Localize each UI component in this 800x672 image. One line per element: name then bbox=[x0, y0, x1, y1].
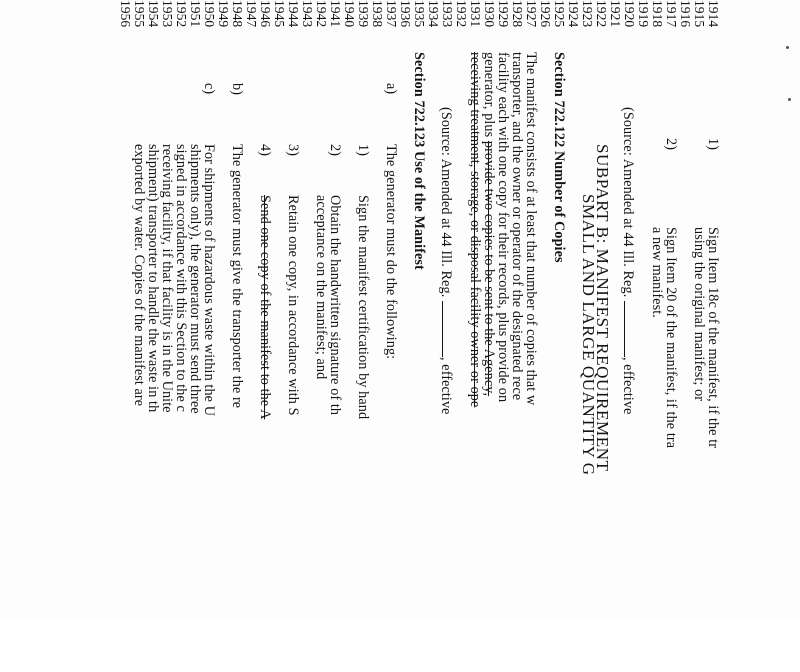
line-number: 1919 bbox=[636, 0, 651, 28]
item-marker: 1) bbox=[705, 138, 721, 151]
item-marker: c) bbox=[201, 83, 217, 95]
source-note bbox=[439, 107, 454, 415]
item-marker: 3) bbox=[285, 144, 301, 157]
line-number: 1937 bbox=[384, 0, 399, 28]
text-line: exported by water. Copies of the manifest are bbox=[131, 144, 147, 407]
line-number: 1924 bbox=[566, 0, 581, 28]
line-number: 1923 bbox=[580, 0, 595, 28]
line-number: 1954 bbox=[146, 0, 161, 28]
text-line: acceptance on the manifest; and bbox=[313, 195, 329, 380]
line-number: 1948 bbox=[230, 0, 245, 28]
line-number: 1947 bbox=[244, 0, 259, 28]
text-line: transporter, and the owner or operator of the designated rece bbox=[509, 52, 525, 401]
line-number: 1915 bbox=[692, 0, 707, 28]
source-note bbox=[621, 107, 636, 415]
subpart-heading-line-2: SMALL AND LARGE QUANTITY G bbox=[579, 194, 598, 476]
line-number: 1944 bbox=[286, 0, 301, 28]
line-number: 1950 bbox=[202, 0, 217, 28]
struck-text: provide two copies to be sent to the Agency, bbox=[481, 140, 497, 397]
item-marker: a) bbox=[383, 83, 399, 95]
text-line: a new manifest. bbox=[649, 227, 665, 318]
line-number: 1922 bbox=[594, 0, 609, 28]
line-number: 1952 bbox=[174, 0, 189, 28]
line-number: 1955 bbox=[132, 0, 147, 28]
line-number: 1931 bbox=[468, 0, 483, 28]
line-number: 1929 bbox=[496, 0, 511, 28]
date-blank bbox=[624, 301, 636, 357]
date-blank bbox=[442, 301, 454, 357]
scan-speck bbox=[786, 46, 789, 49]
line-number: 1942 bbox=[314, 0, 329, 28]
line-number: 1917 bbox=[664, 0, 679, 28]
struck-text-line: receiving treatment, storage, or disposal facility owner or ope bbox=[467, 52, 483, 408]
item-marker: 2) bbox=[663, 138, 679, 151]
text-line: Retain one copy, in accordance with S bbox=[285, 195, 301, 416]
text-segment: generator, plus bbox=[481, 52, 497, 141]
line-number: 1940 bbox=[342, 0, 357, 28]
text-line: For shipments of hazardous waste within the U bbox=[201, 144, 217, 417]
line-number: 1928 bbox=[510, 0, 525, 28]
text-line: signed in accordance with this Section to the c bbox=[173, 144, 189, 412]
source-note-effective: , effective bbox=[438, 357, 454, 415]
line-number: 1925 bbox=[552, 0, 567, 28]
line-number: 1941 bbox=[328, 0, 343, 28]
line-number: 1935 bbox=[412, 0, 427, 28]
text-line: shipments only), the generator must send three bbox=[187, 144, 203, 414]
text-line: Sign Item 20 of the manifest, if the tra bbox=[663, 227, 679, 449]
line-number: 1918 bbox=[650, 0, 665, 28]
item-marker: 4) bbox=[257, 144, 273, 157]
struck-text-line: Send one copy of the manifest to the A bbox=[257, 195, 273, 420]
text-line: The generator must do the following: bbox=[383, 144, 399, 360]
line-number: 1933 bbox=[440, 0, 455, 28]
text-line: shipment) transporter to handle the waste in th bbox=[145, 144, 161, 413]
section-heading: Section 722.122 Number of Copies bbox=[551, 52, 567, 263]
line-number: 1934 bbox=[426, 0, 441, 28]
text-line: Sign the manifest certification by hand bbox=[355, 195, 371, 420]
scan-speck bbox=[788, 98, 791, 101]
section-heading: Section 722.123 Use of the Manifest bbox=[411, 52, 427, 270]
item-marker: 2) bbox=[327, 144, 343, 157]
source-note-effective: , effective bbox=[620, 357, 636, 415]
line-number: 1946 bbox=[258, 0, 273, 28]
line-number: 1936 bbox=[398, 0, 413, 28]
text-line: Obtain the handwritten signature of th bbox=[327, 195, 343, 416]
text-line: The generator must give the transporter the re bbox=[229, 144, 245, 409]
line-number: 1916 bbox=[678, 0, 693, 28]
line-number: 1939 bbox=[356, 0, 371, 28]
text-line: The manifest consists of at least that number of copies that w bbox=[523, 52, 539, 406]
line-number: 1945 bbox=[272, 0, 287, 28]
line-number: 1932 bbox=[454, 0, 469, 28]
subpart-heading-line-1: SUBPART B: MANIFEST REQUIREMENT bbox=[593, 144, 612, 472]
line-number: 1956 bbox=[118, 0, 133, 28]
source-note-text: (Source: Amended at 44 Ill. Reg. bbox=[438, 107, 454, 298]
line-number: 1921 bbox=[608, 0, 623, 28]
line-number: 1914 bbox=[706, 0, 721, 28]
text-line: using the original manifest; or bbox=[691, 227, 707, 402]
line-number: 1926 bbox=[538, 0, 553, 28]
line-number: 1949 bbox=[216, 0, 231, 28]
line-number: 1930 bbox=[482, 0, 497, 28]
line-number: 1927 bbox=[524, 0, 539, 28]
line-number: 1953 bbox=[160, 0, 175, 28]
text-line: facility each with one copy for their records, plus provide on bbox=[495, 52, 511, 403]
item-marker: 1) bbox=[355, 144, 371, 157]
line-number: 1920 bbox=[622, 0, 637, 28]
line-number: 1943 bbox=[300, 0, 315, 28]
source-note-text: (Source: Amended at 44 Ill. Reg. bbox=[620, 107, 636, 298]
text-line: receiving facility, if that facility is in the Unite bbox=[159, 144, 175, 413]
text-line: Sign Item 18c of the manifest, if the tr bbox=[705, 227, 721, 449]
line-number: 1938 bbox=[370, 0, 385, 28]
item-marker: b) bbox=[229, 83, 245, 96]
line-number: 1951 bbox=[188, 0, 203, 28]
text-line bbox=[482, 52, 496, 396]
